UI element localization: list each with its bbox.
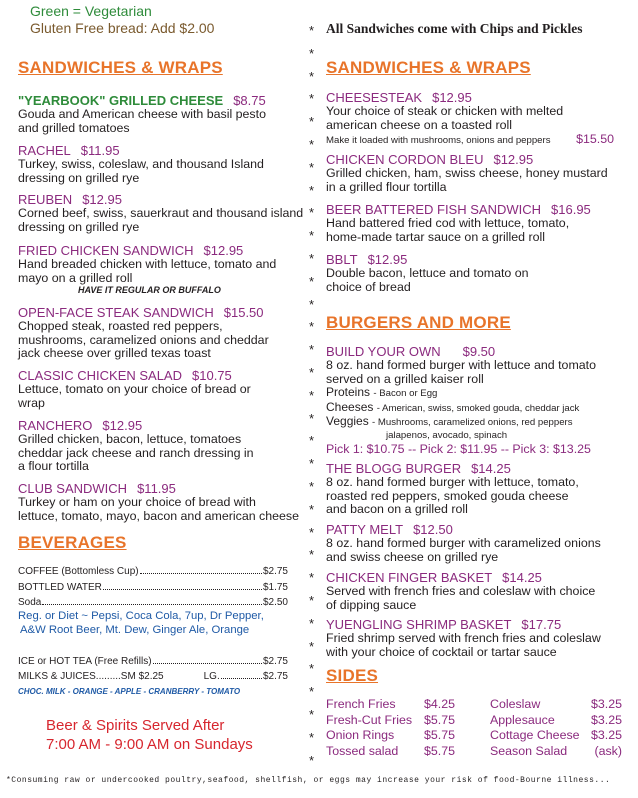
side-price: (ask) xyxy=(594,743,622,758)
item-desc: mushrooms, caramelized onions and cheddar xyxy=(18,332,269,347)
item-price: $12.95 xyxy=(82,192,122,207)
divider-star: * xyxy=(309,433,315,448)
item-desc: of dipping sauce xyxy=(326,597,417,612)
item-name: PATTY MELT xyxy=(326,522,404,537)
item-note: HAVE IT REGULAR OR BUFFALO xyxy=(78,285,221,296)
item-desc: Turkey, swiss, coleslaw, and thousand Island xyxy=(18,157,264,171)
menu-item xyxy=(18,192,303,234)
menu-item xyxy=(18,418,254,474)
divider-star: * xyxy=(309,137,315,152)
item-name: RACHEL xyxy=(18,143,71,158)
upgrade-text: Make it loaded with mushrooms, onions and peppers xyxy=(326,135,551,147)
menu-item xyxy=(326,344,596,456)
sides-row xyxy=(326,744,622,760)
divider-star: * xyxy=(309,730,315,745)
left-section-title: SANDWICHES & WRAPS xyxy=(18,58,223,77)
sides-table xyxy=(326,697,622,759)
menu-item xyxy=(326,570,595,612)
option-values: - Mushrooms, caramelized onions, red peppers xyxy=(372,417,573,429)
item-name: BUILD YOUR OWN xyxy=(326,344,441,359)
sandwich-notice: All Sandwiches come with Chips and Pickles xyxy=(326,21,583,36)
item-name: BEER BATTERED FISH SANDWICH xyxy=(326,202,542,217)
item-desc: a flour tortilla xyxy=(18,459,89,474)
item-price: $12.95 xyxy=(203,243,244,258)
divider-star: * xyxy=(309,183,315,198)
side-name: Tossed salad xyxy=(326,743,399,758)
item-name: REUBEN xyxy=(18,192,73,207)
item-desc: served on a grilled kaiser roll xyxy=(326,371,484,386)
menu-item xyxy=(18,368,251,410)
divider-star: * xyxy=(309,388,315,403)
divider-star: * xyxy=(309,69,315,84)
item-desc: and bacon on a grilled roll xyxy=(326,502,468,517)
sides-row xyxy=(326,697,622,713)
side-price: $5.75 xyxy=(424,728,456,742)
divider-star: * xyxy=(309,570,315,585)
divider-star: * xyxy=(309,547,315,562)
item-name: "YEARBOOK" GRILLED CHEESE xyxy=(18,93,224,108)
item-name: THE BLOGG BURGER xyxy=(326,461,462,476)
beverage-row xyxy=(18,656,288,667)
beverage-row xyxy=(18,671,288,682)
item-price: $12.95 xyxy=(102,418,143,433)
food-safety-disclaimer: *Consuming raw or undercooked poultry,seafood, shellfish, or eggs may increase your risk of food-Bourne illness... xyxy=(6,776,611,785)
item-desc: Your choice of steak or chicken with melted xyxy=(326,104,564,118)
beverage-price: $2.75 xyxy=(262,656,288,667)
item-price: $11.95 xyxy=(80,143,120,158)
divider-star: * xyxy=(309,593,315,608)
beverage-price: $2.75 xyxy=(262,566,288,577)
divider-star: * xyxy=(309,251,315,266)
soda-list xyxy=(18,610,264,637)
side-name: Coleslaw xyxy=(490,697,541,711)
item-desc: cheddar jack cheese and ranch dressing in xyxy=(18,445,254,460)
item-price: $17.75 xyxy=(521,617,562,632)
item-price: $12.95 xyxy=(367,252,408,267)
divider-star: * xyxy=(309,753,315,768)
option-values: - American, swiss, smoked gouda, cheddar jack xyxy=(376,402,580,414)
side-price: $4.25 xyxy=(424,697,456,711)
menu-item xyxy=(326,461,579,517)
item-price: $14.25 xyxy=(502,570,542,585)
divider-star: * xyxy=(309,616,315,631)
item-name: FRIED CHICKEN SANDWICH xyxy=(18,243,194,258)
beverage-price: $1.75 xyxy=(262,582,288,593)
side-price: $3.25 xyxy=(590,712,622,727)
side-name: Fresh-Cut Fries xyxy=(326,712,413,727)
side-name: French Fries xyxy=(326,697,396,711)
upgrade-price: $15.50 xyxy=(576,132,614,147)
item-price: $12.50 xyxy=(413,522,453,537)
side-price: $5.75 xyxy=(424,712,456,727)
item-price: $10.75 xyxy=(192,368,232,383)
beverage-row xyxy=(18,566,288,577)
item-desc: and grilled tomatoes xyxy=(18,120,130,135)
beverage-label: COFFEE (Bottomless Cup) xyxy=(18,566,139,577)
item-desc: Double bacon, lettuce and tomato on xyxy=(326,266,529,280)
item-desc: Lettuce, tomato on your choice of bread or xyxy=(18,382,251,396)
item-name: CHICKEN CORDON BLEU xyxy=(326,152,484,167)
divider-star: * xyxy=(309,479,315,494)
option-row xyxy=(326,415,596,430)
divider-star: * xyxy=(309,639,315,654)
menu-item xyxy=(18,481,299,523)
sides-title: SIDES xyxy=(326,666,379,685)
item-desc: in a grilled flour tortilla xyxy=(326,179,447,194)
divider-star: * xyxy=(309,684,315,699)
beverage-size-label: LG. xyxy=(203,671,220,682)
item-desc: Chopped steak, roasted red peppers, xyxy=(18,319,223,333)
option-row xyxy=(326,401,596,416)
beverage-row xyxy=(18,597,288,608)
option-values: - Bacon or Egg xyxy=(373,388,438,400)
item-desc: jack cheese over grilled texas toast xyxy=(18,346,211,361)
item-desc: dressing on grilled rye xyxy=(18,219,140,234)
menu-item xyxy=(18,143,264,185)
item-upgrade xyxy=(326,132,614,146)
item-desc: home-made tartar sauce on a grilled roll xyxy=(326,229,546,244)
item-desc: Fried shrimp served with french fries and coleslaw xyxy=(326,631,601,645)
divider-star: * xyxy=(309,274,315,289)
item-desc: wrap xyxy=(18,395,45,410)
item-desc: Served with french fries and coleslaw with choice xyxy=(326,584,596,598)
divider-star: * xyxy=(309,342,315,357)
divider-star: * xyxy=(309,456,315,471)
item-desc: lettuce, tomato, mayo, bacon and american cheese xyxy=(18,508,300,523)
item-desc: Corned beef, swiss, sauerkraut and thousand island xyxy=(18,206,304,220)
pick-prices: Pick 1: $10.75 -- Pick 2: $11.95 -- Pick 3: $13.25 xyxy=(326,441,591,456)
item-price: $12.95 xyxy=(493,152,534,167)
item-price: $16.95 xyxy=(551,202,591,217)
item-price: $15.50 xyxy=(223,305,264,320)
divider-star: * xyxy=(309,160,315,175)
item-name: YUENGLING SHRIMP BASKET xyxy=(326,617,512,632)
side-name: Applesauce xyxy=(490,712,555,727)
option-row xyxy=(326,386,596,401)
divider-star: * xyxy=(309,205,315,220)
divider-star: * xyxy=(309,661,315,676)
sides-row xyxy=(326,728,622,744)
soda-line: A&W Root Beer, Mt. Dew, Ginger Ale, Orange xyxy=(20,623,250,636)
item-name: BBLT xyxy=(326,252,358,267)
divider-star: * xyxy=(309,297,315,312)
gluten-free-note: Gluten Free bread: Add $2.00 xyxy=(30,20,215,36)
beer-spirits-note xyxy=(46,716,253,754)
item-price: $12.95 xyxy=(432,90,472,105)
burgers-title: BURGERS AND MORE xyxy=(326,313,511,332)
menu-item xyxy=(326,522,601,564)
item-desc: Grilled chicken, ham, swiss cheese, honey mustard xyxy=(326,166,608,180)
divider-star: * xyxy=(309,411,315,426)
item-desc: Turkey or ham on your choice of bread with xyxy=(18,495,256,509)
option-label: Veggies xyxy=(326,414,369,429)
beer-line: Beer & Spirits Served After xyxy=(46,717,225,734)
sides-row xyxy=(326,713,622,729)
item-desc: american cheese on a toasted roll xyxy=(326,117,512,132)
menu-item xyxy=(18,305,269,361)
item-desc: choice of bread xyxy=(326,279,411,294)
item-name: CLUB SANDWICH xyxy=(18,481,128,496)
item-desc: Gouda and American cheese with basil pesto xyxy=(18,107,266,121)
beer-line: 7:00 AM - 9:00 AM on Sundays xyxy=(46,736,253,753)
divider-star: * xyxy=(309,46,315,61)
item-desc: Hand breaded chicken with lettuce, tomato and xyxy=(18,257,277,271)
item-name: CHEESESTEAK xyxy=(326,90,423,105)
item-price: $8.75 xyxy=(233,93,266,108)
item-name: RANCHERO xyxy=(18,418,93,433)
menu-item xyxy=(326,252,529,294)
menu-item xyxy=(18,243,276,295)
beverages-title: BEVERAGES xyxy=(18,533,127,552)
item-price: $14.25 xyxy=(471,461,511,476)
option-continuation: jalapenos, avocado, spinach xyxy=(386,429,508,441)
beverage-price: $2.75 xyxy=(262,671,288,682)
vegetarian-legend: Green = Vegetarian xyxy=(30,3,152,19)
item-desc: 8 oz. hand formed burger with lettuce, tomato, xyxy=(326,475,579,489)
item-desc: Grilled chicken, bacon, lettuce, tomatoes xyxy=(18,432,242,446)
item-name: CLASSIC CHICKEN SALAD xyxy=(18,368,182,383)
item-price: $11.95 xyxy=(137,481,176,496)
beverage-label: BOTTLED WATER xyxy=(18,582,102,593)
divider-star: * xyxy=(309,365,315,380)
divider-star: * xyxy=(309,319,315,334)
item-price: $9.50 xyxy=(462,344,496,359)
option-label: Proteins xyxy=(326,385,371,400)
menu-item xyxy=(326,202,591,244)
item-desc: dressing on grilled rye xyxy=(18,170,140,185)
divider-star: * xyxy=(309,23,315,38)
item-desc: and swiss cheese on grilled rye xyxy=(326,549,499,564)
item-desc: mayo on a grilled roll xyxy=(18,270,133,285)
side-price: $3.25 xyxy=(590,728,622,742)
menu-item xyxy=(18,93,266,135)
divider-star: * xyxy=(309,525,315,540)
soda-line: Reg. or Diet ~ Pepsi, Coca Cola, 7up, Dr Pepper, xyxy=(18,610,264,622)
beverage-price: $2.50 xyxy=(262,597,288,608)
beverage-label: ICE or HOT TEA (Free Refills) xyxy=(18,656,152,667)
menu-item xyxy=(326,152,608,194)
item-desc: roasted red peppers, smoked gouda cheese xyxy=(326,488,569,503)
item-desc: with your choice of cocktail or tartar sauce xyxy=(326,644,557,659)
menu-item xyxy=(326,90,614,146)
item-name: CHICKEN FINGER BASKET xyxy=(326,570,493,585)
beverage-label: MILKS & JUICES.........SM $2.25 xyxy=(18,671,164,682)
side-name: Onion Rings xyxy=(326,728,395,742)
side-price: $5.75 xyxy=(424,743,456,758)
item-name: OPEN-FACE STEAK SANDWICH xyxy=(18,305,214,320)
item-desc: 8 oz. hand formed burger with lettuce and tomato xyxy=(326,358,596,372)
beverage-label: Soda xyxy=(18,597,42,608)
divider-star: * xyxy=(309,91,315,106)
beverage-row xyxy=(18,582,288,593)
divider-star: * xyxy=(309,707,315,722)
menu-item xyxy=(326,617,601,659)
right-section-title: SANDWICHES & WRAPS xyxy=(326,58,531,77)
side-name: Season Salad xyxy=(490,743,568,758)
divider-star: * xyxy=(309,114,315,129)
divider-star: * xyxy=(309,228,315,243)
side-name: Cottage Cheese xyxy=(490,728,580,742)
side-price: $3.25 xyxy=(590,697,622,711)
item-desc: Hand battered fried cod with lettuce, tomato, xyxy=(326,216,570,230)
divider-star: * xyxy=(309,502,315,517)
item-desc: 8 oz. hand formed burger with caramelized onions xyxy=(326,536,601,550)
juice-list: CHOC. MILK - ORANGE - APPLE - CRANBERRY - TOMATO xyxy=(18,687,241,696)
option-label: Cheeses xyxy=(326,399,374,414)
